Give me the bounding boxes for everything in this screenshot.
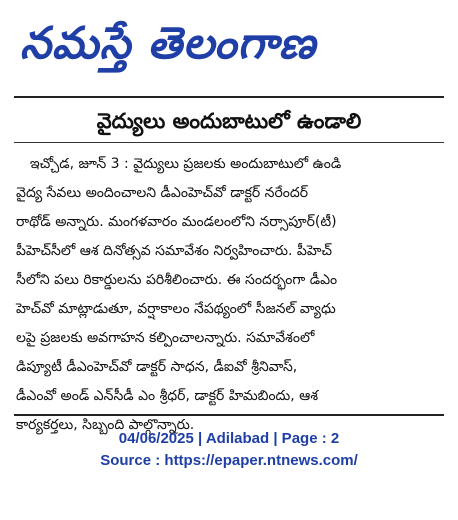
article-line: రాథోడ్ అన్నారు. మంగళవారం మండలంలోని నర్సాపూర్(టీ)	[16, 214, 337, 230]
footer-meta: 04/06/2025 | Adilabad | Page : 2	[118, 430, 340, 447]
article-line: సీలోని పలు రికార్డులను పరిశీలించారు. ఈ సందర్భంగా డీఎం	[16, 272, 338, 288]
article-headline: వైద్యులు అందుబాటులో ఉండాలి	[96, 109, 362, 133]
article-body	[16, 150, 442, 433]
top-divider	[14, 96, 444, 98]
footer	[0, 428, 458, 472]
article-line: ఇచ్చోడ, జూన్ 3 : వైద్యులు ప్రజలకు అందుబాటులో ఉండి	[30, 156, 342, 172]
newspaper-masthead: నమస్తే తెలంగాణ	[20, 18, 317, 69]
article-line: హెచ్‌వో మాట్లాడుతూ, వర్షాకాలం నేపథ్యంలో సీజనల్ వ్యాధు	[16, 301, 336, 317]
article-line: డీఎంవో అండ్ ఎన్‌సీడీ ఎం శ్రీధర్, డాక్టర్ హిమబిందు, ఆశ	[16, 388, 319, 404]
article-line: లపై ప్రజలకు అవగాహన కల్పించాలన్నారు. సమావేశంలో	[16, 330, 315, 346]
headline-divider	[14, 142, 444, 143]
article-line: డిప్యూటీ డీఎంహెచ్‌వో డాక్టర్ సాధన, డీఐవో శ్రీనివాస్,	[16, 359, 298, 375]
article-line: పీహెచ్‌సీలో ఆశ దినోత్సవ సమావేశం నిర్వహించారు. పీహెచ్	[16, 243, 332, 259]
footer-source: Source : https://epaper.ntnews.com/	[100, 452, 358, 469]
article-line: వైద్య సేవలు అందించాలని డీఎంహెచ్‌వో డాక్టర్ నరేందర్	[16, 185, 309, 201]
bottom-divider	[14, 414, 444, 416]
article-line: కార్యకర్తలు, సిబ్బంది పాల్గొన్నారు.	[16, 417, 195, 433]
